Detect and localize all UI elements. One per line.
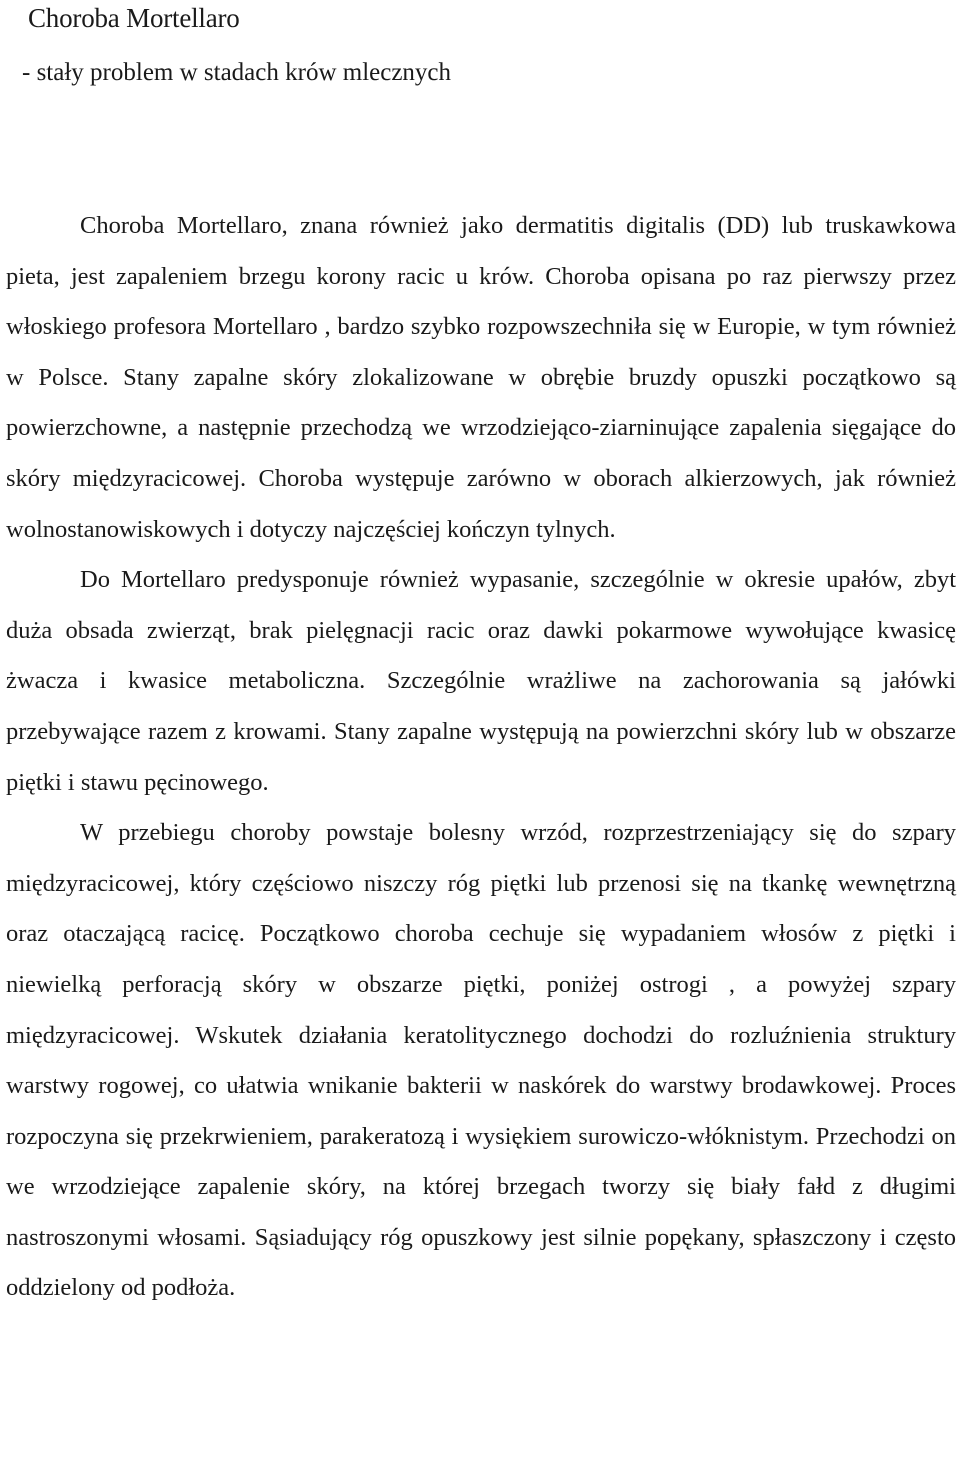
document-subtitle: - stały problem w stadach krów mlecznych <box>22 59 452 86</box>
paragraph-1: Choroba Mortellaro, znana również jako dermatitis digitalis (DD) lub truskawkowa pieta, jest zapaleniem brzegu korony racic u krów. Choroba opisana po raz pierwszy przez włoskiego profesora Mortellaro , bardzo szybko rozpowszechniła się w Europie, w tym również w Polsce. Stany zapalne skóry zlokalizowane w obrębie bruzdy opuszki początkowo są powierzchowne, a następnie przechodzą we wrzodziejąco-ziarninujące zapalenia sięgające do skóry międzyracicowej. Choroba występuje zarówno w oborach alkierzowych, jak również wolnostanowiskowych i dotyczy najczęściej kończyn tylnych. <box>6 212 956 543</box>
paragraph-3: W przebiegu choroby powstaje bolesny wrzód, rozprzestrzeniający się do szpary międzyracicowej, który częściowo niszczy róg piętki lub przenosi się na tkankę wewnętrzną oraz otaczającą racicę. Początkowo choroba cechuje się wypadaniem włosów z piętki i niewielką perforacją skóry w obszarze piętki, poniżej ostrogi , a powyżej szpary międzyracicowej. Wskutek działania keratolitycznego dochodzi do rozluźnienia struktury warstwy rogowej, co ułatwia wnikanie bakterii w naskórek do warstwy brodawkowej. Proces rozpoczyna się przekrwieniem, parakeratozą i wysiękiem surowiczo-włóknistym. Przechodzi on we wrzodziejące zapalenie skóry, na której brzegach tworzy się biały fałd z długimi nastroszonymi włosami. Sąsiadujący róg opuszkowy jest silnie popękany, spłaszczony i często oddzielony od podłoża. <box>6 819 956 1302</box>
document-body <box>6 201 956 1314</box>
paragraph-2: Do Mortellaro predysponuje również wypasanie, szczególnie w okresie upałów, zbyt duża obsada zwierząt, brak pielęgnacji racic oraz dawki pokarmowe wywołujące kwasicę żwacza i kwasice metaboliczna. Szczególnie wrażliwe na zachorowania są jałówki przebywające razem z krowami. Stany zapalne występują na powierzchni skóry lub w obszarze piętki i stawu pęcinowego. <box>6 566 956 796</box>
document-title: Choroba Mortellaro <box>28 3 240 33</box>
